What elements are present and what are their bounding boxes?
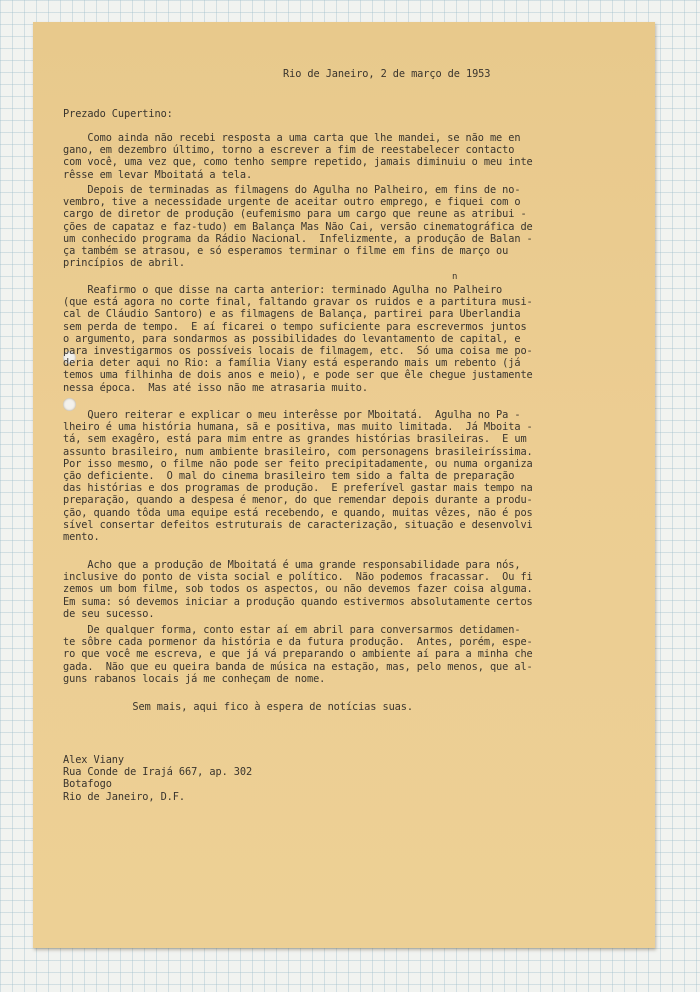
dateline: Rio de Janeiro, 2 de março de 1953 — [283, 68, 491, 80]
text-line: princípios de abril. — [63, 257, 185, 270]
text-line: gada. Não que eu queira banda de música na estação, mas, pelo menos, que al- — [63, 660, 533, 673]
letter-sheet — [33, 22, 655, 948]
text-line: um conhecido programa da Rádio Nacional. Infelizmente, a produção de Balan - — [63, 232, 533, 245]
text-line: para investigarmos os possíveis locais de filmagem, etc. Só uma coisa me po- — [63, 345, 533, 358]
text-line: sem perda de tempo. E aí ficarei o tempo suficiente para escrevermos juntos — [63, 320, 527, 333]
text-line: Quero reiterar e explicar o meu interêsse por Mboitatá. Agulha no Pa - — [63, 409, 521, 421]
text-line: ça também se atrasou, e só esperamos terminar o filme em fins de março ou — [63, 245, 509, 258]
text-line: De qualquer forma, conto estar aí em abril para conversarmos detidamen- — [63, 624, 521, 636]
text-line: de seu sucesso. — [63, 607, 155, 620]
paragraph — [63, 284, 533, 394]
paragraph — [63, 132, 533, 181]
text-line: mento. — [63, 531, 100, 544]
paragraph — [63, 559, 533, 620]
sender-block — [63, 754, 252, 803]
insertion-mark: n — [452, 272, 458, 282]
text-line: (que está agora no corte final, faltando gravar os ruidos e a partitura musi- — [63, 296, 533, 309]
text-line: Depois de terminadas as filmagens do Agulha no Palheiro, em fins de no- — [63, 184, 521, 196]
text-line: Em suma: só devemos iniciar a produção quando estivermos absolutamente certos — [63, 595, 533, 608]
sender-name: Alex Viany — [63, 754, 124, 766]
text-line: das histórias e dos programas de produção. E preferível gastar mais tempo na — [63, 482, 533, 495]
text-line: inclusive do ponto de vista social e político. Não podemos fracassar. Ou fi — [63, 571, 533, 584]
text-line: deria deter aqui no Rio: a família Viany está esperando mais um rebento (já — [63, 357, 521, 370]
text-line: cal de Cláudio Santoro) e as filmagens de Balança, partirei para Uberlandia — [63, 308, 521, 321]
text-line: vembro, tive a necessidade urgente de aceitar outro emprego, e fiquei com o — [63, 196, 521, 209]
text-line: ro que você me escreva, e que já vá preparando o ambiente aí para a minha che — [63, 648, 533, 661]
text-line: sível consertar defeitos estruturais de caracterização, situação e desenvolvi — [63, 518, 533, 531]
text-line: ção, quando tôda uma equipe está recebendo, e quando, muitas vêzes, não é pos — [63, 506, 533, 519]
text-line: Reafirmo o que disse na carta anterior: terminado Agulha no Palheiro — [63, 284, 503, 296]
paragraph — [63, 624, 533, 685]
text-line: gano, em dezembro último, torno a escrever a fim de reestabelecer contacto — [63, 144, 515, 157]
sender-address-line: Rio de Janeiro, D.F. — [63, 790, 185, 803]
paragraph — [63, 184, 533, 269]
text-line: assunto brasileiro, num ambiente brasileiro, com personagens brasileiríssima. — [63, 445, 533, 458]
text-line: ção deficiente. O mal do cinema brasileiro tem sido a falta de preparação — [63, 470, 515, 483]
text-line: preparação, quando a despesa é menor, do que remendar depois durante a produ- — [63, 494, 533, 507]
text-line: Por isso mesmo, o filme não pode ser feito precipitadamente, ou numa organiza — [63, 457, 533, 470]
text-line: Como ainda não recebi resposta a uma carta que lhe mandei, se não me en — [63, 132, 521, 144]
sender-address-line: Rua Conde de Irajá 667, ap. 302 — [63, 766, 253, 779]
text-line: tá, sem exagêro, está para mim entre as grandes histórias brasileiras. E um — [63, 433, 527, 446]
text-line: com você, uma vez que, como tenho sempre repetido, jamais diminuiu o meu inte — [63, 156, 533, 169]
text-line: o argumento, para sondarmos as possibilidades do levantamento de capital, e — [63, 332, 521, 345]
text-line: ções de capataz e faz-tudo) em Balança Mas Não Cai, versão cinematográfica de — [63, 220, 533, 233]
paragraph — [63, 409, 533, 543]
text-line: guns rabanos locais já me conheçam de nome. — [63, 672, 326, 685]
text-line: zemos um bom filme, sob todos os aspectos, ou não devemos fazer coisa alguma. — [63, 583, 533, 596]
text-line: Acho que a produção de Mboitatá é uma grande responsabilidade para nós, — [63, 559, 521, 571]
sender-address-line: Botafogo — [63, 778, 112, 791]
text-line: rêsse em levar Mboitatá a tela. — [63, 168, 253, 181]
text-line: te sôbre cada pormenor da história e da futura produção. Antes, porém, espe- — [63, 636, 533, 649]
text-line: nessa época. Mas até isso não me atrasaria muito. — [63, 381, 368, 394]
text-line: temos uma filhinha de dois anos e meio), e pode ser que êle chegue justamente — [63, 369, 533, 382]
text-line: cargo de diretor de produção (eufemismo para um cargo que reune as atribui - — [63, 208, 527, 221]
closing: Sem mais, aqui fico à espera de notícias suas. — [108, 701, 413, 713]
salutation: Prezado Cupertino: — [63, 108, 173, 120]
text-line: lheiro é uma história humana, sã e positiva, mas muito limitada. Já Mboita - — [63, 421, 533, 434]
